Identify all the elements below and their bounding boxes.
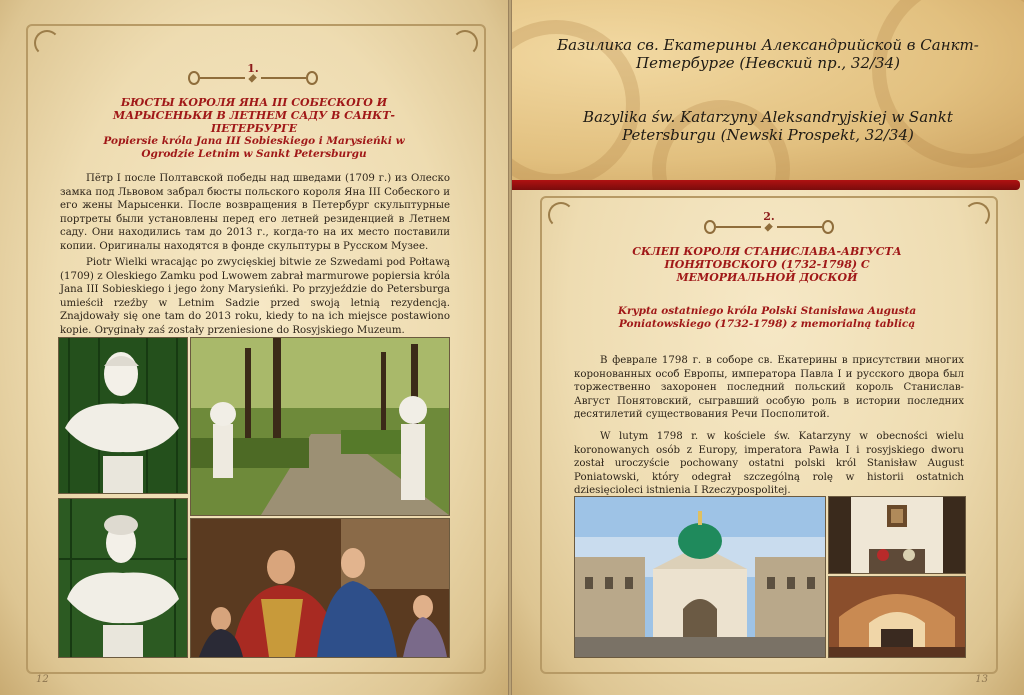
photo-bust-jan xyxy=(58,337,188,494)
paragraph-ru: В феврале 1798 г. в соборе св. Екатерины в присутствии многих коронованных особ Европы, императора Павла I и русского двора был торжественно захоронен последний польский король Станислав-Август Понятовский, сыгравший особую роль в истории последних десятилетий существования Речи Посполитой. xyxy=(574,355,964,421)
paragraph-pl: W lutym 1798 r. w kościele św. Katarzyny w obecności wielu koronowanych osób z Europy, imperatora Pawła I i rosyjskiego dworu został uroczyście pochowany ostatni polski król Stanisław August Poniatowski, który odegrał szczególną rolę w historii ostatnich dziesięcioleci istnienia I Rzeczypospolitej. xyxy=(574,431,964,497)
page-number: 12 xyxy=(36,674,49,685)
section-number: 2. xyxy=(763,210,775,223)
paragraph-pl: Piotr Wielki wracając po zwycięskiej bitwie ze Szwedami pod Połtawą (1709) z Oleskiego Zamku pod Lwowem zabrał marmurowe popiersia króla Jana III Sobieskiego i jego żony Marysieńki. Po przyjeździe do Petersburga umieścił rzeźby w Letnim Sadzie przed swoją letnią rezydencją. Znajdowały się one tam do 2013 roku, kiedy to na ich miejsce postawiono kopie. Oryginały zaś zostały przeniesione do Rosyjskiego Muzeum. xyxy=(60,257,450,336)
section-title-ru: БЮСТЫ КОРОЛЯ ЯНА III СОБЕСКОГО И МАРЫСЕНЬКИ В ЛЕТНЕМ САДУ В САНКТ-ПЕТЕРБУРГЕ xyxy=(113,96,395,135)
page-number: 13 xyxy=(975,674,988,685)
photo-basilica-exterior xyxy=(574,496,826,658)
header-title-pl: Bazylika św. Katarzyny Aleksandryjskiej w Sankt Petersburgu (Newski Prospekt, 32/34) xyxy=(583,108,953,144)
photo-bust-marysienka xyxy=(58,498,188,658)
section-title-pl: Popiersie króla Jana III Sobieskiego i Marysieńki w Ogrodzie Letnim w Sankt Petersburgu xyxy=(103,135,405,160)
photo-crypt-memorial xyxy=(828,496,966,574)
right-page xyxy=(512,0,1024,695)
header-band xyxy=(512,0,1024,180)
corner-ornament xyxy=(34,30,60,56)
paragraph-ru: Пётр I после Полтавской победы над шведами (1709 г.) из Олеско замка под Львовом забрал бюсты польского короля Яна III Собеского и его жены Марысенки. После возвращения в Петербург скульптурные портреты были установлены перед его летней резиденцией в Летнем саду. Они находились там до 2013 г., когда-то на их место поставили копии. Оригиналы находятся в фонде скульптуры в Русском Музее. xyxy=(60,173,450,252)
photo-summer-garden xyxy=(190,337,450,516)
header-title-ru: Базилика св. Екатерины Александрийской в Санкт-Петербурге (Невский пр., 32/34) xyxy=(557,36,979,72)
corner-ornament xyxy=(964,202,990,228)
header-red-bar xyxy=(512,180,1020,190)
divider-ornament xyxy=(704,220,834,234)
corner-ornament xyxy=(548,202,574,228)
section-number: 1. xyxy=(247,62,259,75)
photo-crypt-vault xyxy=(828,576,966,658)
section-title-pl: Krypta ostatniego króla Polski Stanisława Augusta Poniatowskiego (1732-1798) z memorialną tablicą xyxy=(617,305,917,330)
corner-ornament xyxy=(452,30,478,56)
section-title-ru: СКЛЕП КОРОЛЯ СТАНИСЛАВА-АВГУСТА ПОНЯТОВСКОГО (1732-1798) С МЕМОРИАЛЬНОЙ ДОСКОЙ xyxy=(632,245,902,284)
left-page xyxy=(0,0,508,695)
photo-royal-family-painting xyxy=(190,518,450,658)
